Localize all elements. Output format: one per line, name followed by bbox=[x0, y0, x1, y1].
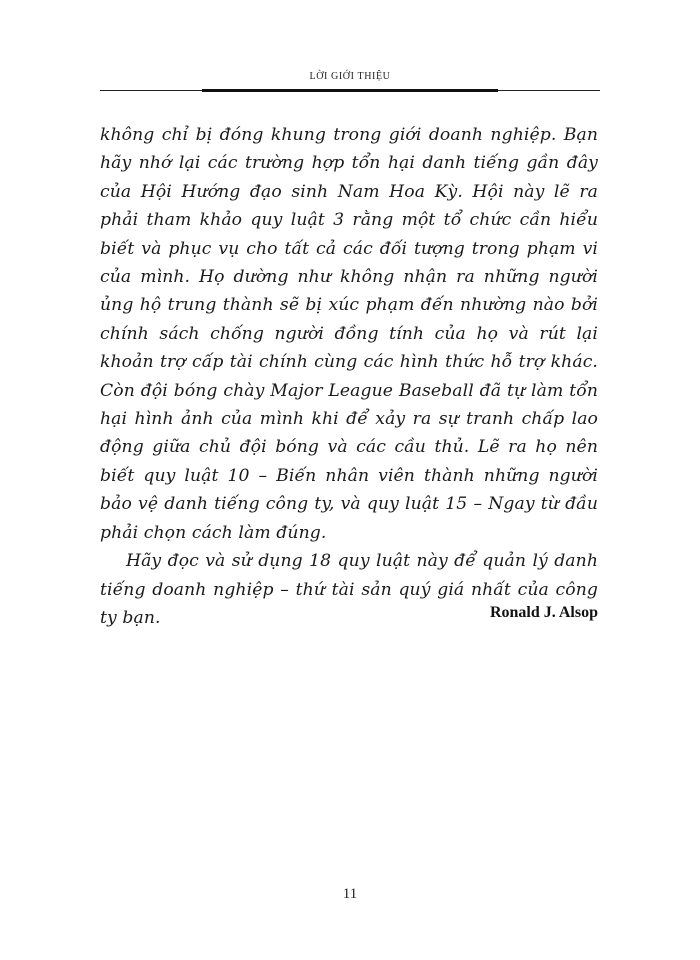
header-rule-accent bbox=[202, 89, 498, 92]
author-signature: Ronald J. Alsop bbox=[489, 604, 598, 621]
body-text bbox=[100, 121, 598, 632]
page-number: 11 bbox=[342, 886, 358, 902]
running-header: LỜI GIỚI THIỆU bbox=[309, 71, 391, 82]
paragraph: Hãy đọc và sử dụng 18 quy luật này để quản lý danh tiếng doanh nghiệp – thứ tài sản quý giá nhất của công ty bạn. bbox=[100, 551, 598, 628]
paragraph: không chỉ bị đóng khung trong giới doanh nghiệp. Bạn hãy nhớ lại các trường hợp tổn hại danh tiếng gần đây của Hội Hướng đạo sinh Nam Hoa Kỳ. Hội này lẽ ra phải tham khảo quy luật 3 rằng một tổ chức cần hiểu biết và phục vụ cho tất cả các đối tượng trong phạm vi của mình. Họ dường như không nhận ra những người ủng hộ trung thành sẽ bị xúc phạm đến nhường nào bởi chính sách chống người đồng tính của họ và rút lại khoản trợ cấp tài chính cùng các hình thức hỗ trợ khác. Còn đội bóng chày Major League Baseball đã tự làm tổn hại hình ảnh của mình khi để xảy ra sự tranh chấp lao động giữa chủ đội bóng và các cầu thủ. Lẽ ra họ nên biết quy luật 10 – Biến nhân viên thành những người bảo vệ danh tiếng công ty, và quy luật 15 – Ngay từ đầu phải chọn cách làm đúng. bbox=[100, 125, 598, 543]
